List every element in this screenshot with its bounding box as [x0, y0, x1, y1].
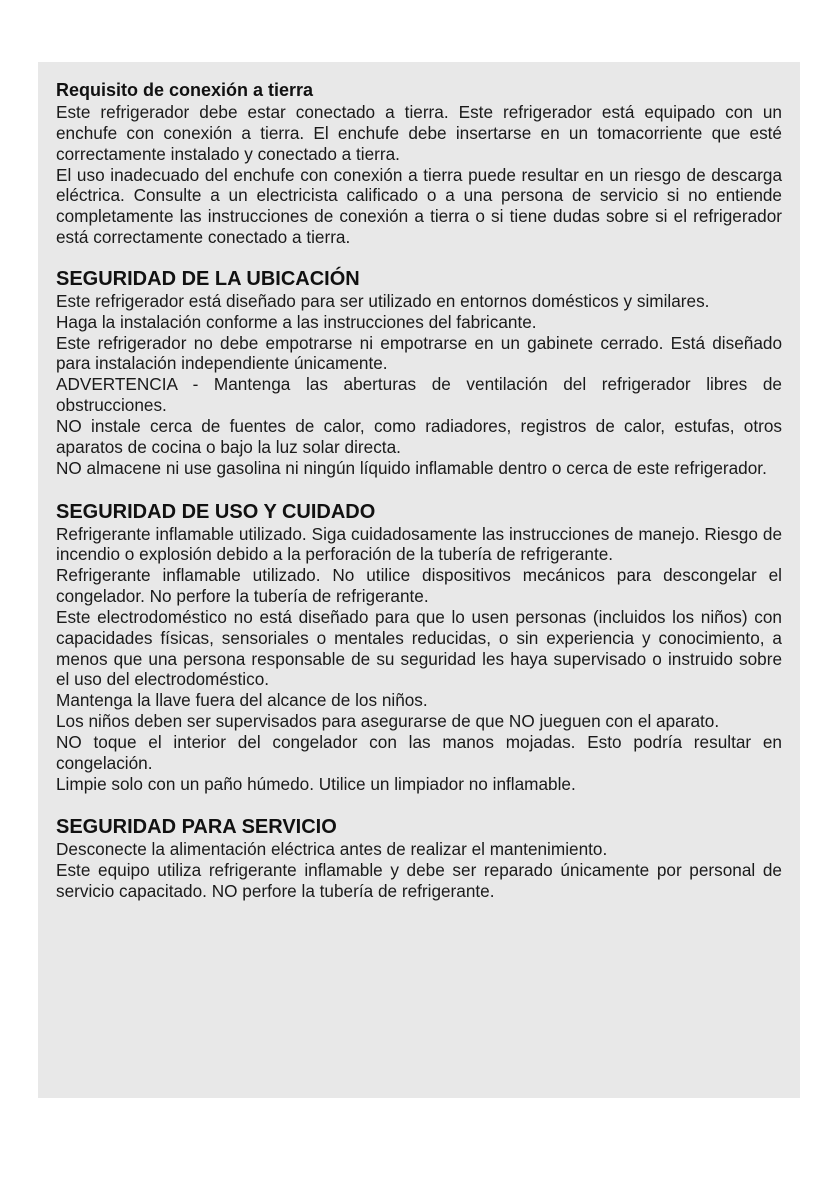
- paragraph: Los niños deben ser supervisados para asegurarse de que NO jueguen con el aparato.: [56, 711, 720, 732]
- paragraph: Limpie solo con un paño húmedo. Utilice un limpiador no inflamable.: [56, 773, 576, 794]
- paragraph: Mantenga la llave fuera del alcance de los niños.: [56, 690, 428, 711]
- paragraph: Haga la instalación conforme a las instrucciones del fabricante.: [56, 311, 537, 332]
- section-location-safety: [56, 267, 782, 479]
- section-title-use-and-care-safety: SEGURIDAD DE USO Y CUIDADO: [56, 500, 376, 523]
- paragraph: Este refrigerador no debe empotrarse ni empotrarse en un gabinete cerrado. Está diseñado para instalación independiente únicamente.: [56, 332, 782, 374]
- paragraph: Desconecte la alimentación eléctrica antes de realizar el mantenimiento.: [56, 839, 608, 860]
- paragraph: Este equipo utiliza refrigerante inflamable y debe ser reparado únicamente por personal de servicio capacitado. NO perfore la tubería de refrigerante.: [56, 860, 782, 902]
- paragraph: Este electrodoméstico no está diseñado para que lo usen personas (incluidos los niños) con capacidades físicas, sensoriales o mentales reducidas, o sin experiencia y conocimiento, a menos que una persona responsable de su seguridad les haya supervisado o instruido sobre el uso del electrodoméstico.: [56, 606, 782, 690]
- section-title-location-safety: SEGURIDAD DE LA UBICACIÓN: [56, 267, 360, 290]
- section-title-grounding: Requisito de conexión a tierra: [56, 80, 314, 100]
- paragraph: NO instale cerca de fuentes de calor, como radiadores, registros de calor, estufas, otros aparatos de cocina o bajo la luz solar directa.: [56, 415, 782, 457]
- section-title-service-safety: SEGURIDAD PARA SERVICIO: [56, 816, 337, 839]
- section-service-safety: [56, 815, 782, 902]
- paragraph: Este refrigerador está diseñado para ser utilizado en entornos domésticos y similares.: [56, 290, 710, 311]
- section-use-and-care-safety: [56, 500, 782, 795]
- paragraph: NO toque el interior del congelador con las manos mojadas. Esto podría resultar en congelación.: [56, 731, 782, 773]
- paragraph: Refrigerante inflamable utilizado. Siga cuidadosamente las instrucciones de manejo. Riesgo de incendio o explosión debido a la perforación de la tubería de refrigerante.: [56, 523, 782, 565]
- section-grounding: [56, 79, 782, 248]
- paragraph: Este refrigerador debe estar conectado a tierra. Este refrigerador está equipado con un enchufe con conexión a tierra. El enchufe debe insertarse en un tomacorriente que esté correctamente instalado y conectado a tierra.: [56, 102, 782, 164]
- paragraph: NO almacene ni use gasolina ni ningún líquido inflamable dentro o cerca de este refrigerador.: [56, 457, 767, 478]
- paragraph: Refrigerante inflamable utilizado. No utilice dispositivos mecánicos para descongelar el congelador. No perfore la tubería de refrigerante.: [56, 565, 782, 607]
- paragraph: ADVERTENCIA - Mantenga las aberturas de ventilación del refrigerador libres de obstrucciones.: [56, 374, 782, 416]
- safety-instructions-panel: [38, 62, 800, 1098]
- paragraph: El uso inadecuado del enchufe con conexión a tierra puede resultar en un riesgo de descarga eléctrica. Consulte a un electricista calificado o a una persona de servicio si no entiende completamente las instrucciones de conexión a tierra o si tiene dudas sobre si el refrigerador está correctamente conectado a tierra.: [56, 164, 782, 248]
